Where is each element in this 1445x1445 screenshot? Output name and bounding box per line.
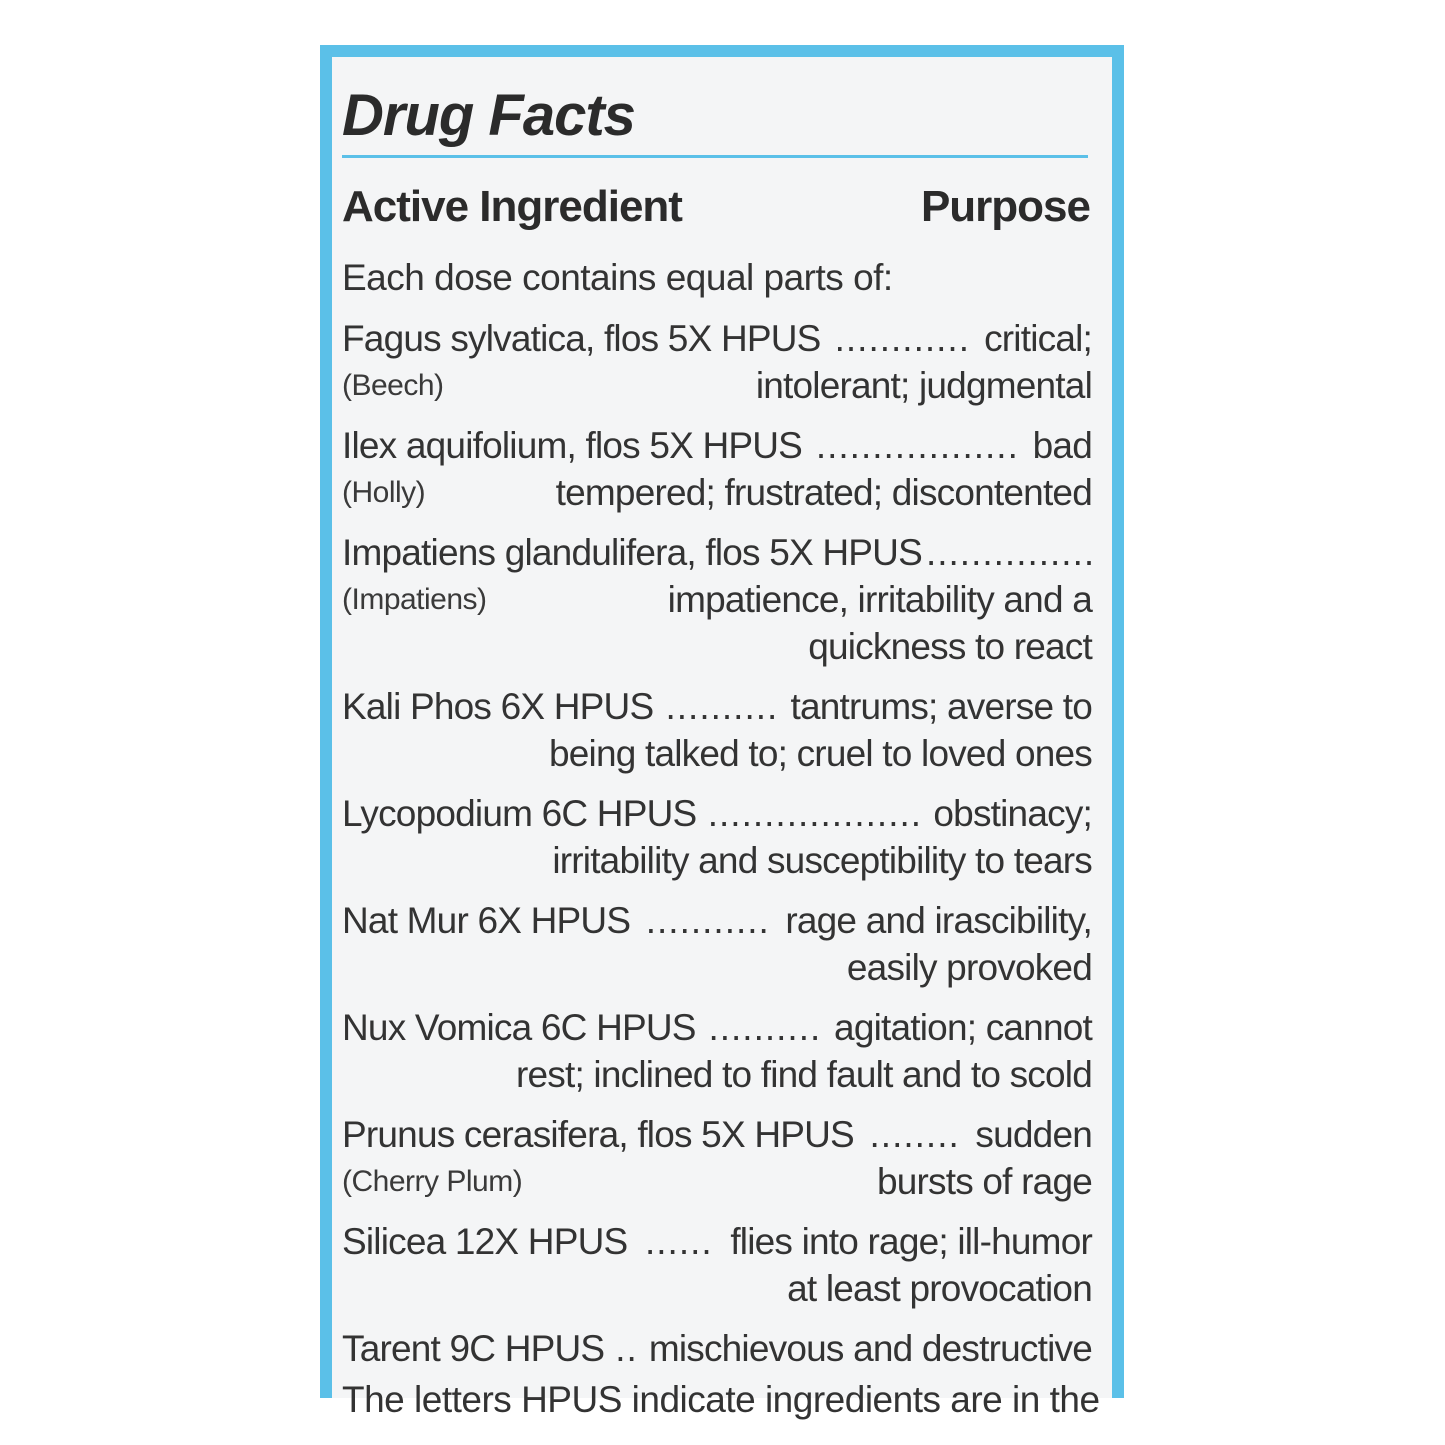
ingredient-line [342,790,1092,837]
drug-facts-panel [320,45,1124,1420]
drug-facts-inner [332,57,1112,1420]
purpose-continuation: bursts of rage [876,1161,1092,1202]
ingredient-line [342,683,1092,730]
common-name: (Beech) [342,369,444,402]
ingredient-line [342,422,1092,469]
purpose-continuation-line [342,469,1092,516]
ingredient-line [342,897,1092,944]
common-name: (Cherry Plum) [342,1165,523,1198]
ingredient-entry [342,897,1092,991]
ingredient-entry [342,422,1092,516]
intro-text: Each dose contains equal parts of: [342,257,893,298]
leader-dots: .. [615,1328,638,1369]
leader-dots: .................. [815,425,1019,466]
active-ingredient-header: Active Ingredient [342,182,682,231]
ingredient-line [342,315,1092,362]
purpose-continuation: rest; inclined to find fault and to scold [515,1054,1092,1095]
ingredient-line [342,1004,1092,1051]
ingredient-list [342,315,1096,1385]
purpose-continuation-line [342,362,1092,409]
ingredient-entry [342,315,1092,409]
ingredient-entry [342,683,1092,777]
purpose-continuation-line [342,623,1092,670]
purpose-text: sudden [975,1114,1092,1155]
purpose-text: tantrums; averse to [790,686,1092,727]
leader-dots: ................... [707,793,923,834]
purpose-continuation: intolerant; judgmental [755,365,1092,406]
ingredient-line [342,1325,1092,1372]
ingredient-entry [342,1004,1092,1098]
purpose-continuation-line [342,576,1092,623]
purpose-text: bad [1032,425,1092,466]
leader-dots: ...... [645,1221,713,1262]
ingredient-line [342,1111,1092,1158]
common-name: (Holly) [342,476,426,509]
leader-dots: ........ [869,1114,960,1155]
purpose-header: Purpose [920,182,1090,231]
purpose-continuation: being talked to; cruel to loved ones [548,733,1092,774]
purpose-continuation: at least provocation [787,1268,1092,1309]
ingredient-name: Fagus sylvatica, flos 5X HPUS [342,318,821,359]
purpose-continuation: easily provoked [846,947,1092,988]
leader-dots: .......... [665,686,779,727]
ingredient-entry [342,1218,1092,1312]
ingredient-name: Ilex aquifolium, flos 5X HPUS [342,425,803,466]
purpose-continuation-line [342,730,1092,777]
ingredient-entry [342,1111,1092,1205]
ingredient-name: Kali Phos 6X HPUS [342,686,654,727]
common-name: (Impatiens) [342,583,487,616]
ingredient-name: Nux Vomica 6C HPUS [342,1007,696,1048]
ingredient-line [342,1218,1092,1265]
purpose-continuation-line [342,1265,1092,1312]
ingredient-entry [342,529,1096,670]
purpose-continuation: impatience, irritability and a [667,579,1092,620]
title-divider [342,155,1088,158]
purpose-continuation: irritability and susceptibility to tears [552,840,1092,881]
leader-dots: ........... [645,900,770,941]
ingredient-entry [342,790,1092,884]
ingredient-name: Prunus cerasifera, flos 5X HPUS [342,1114,854,1155]
purpose-text: flies into rage; ill-humor [730,1221,1092,1262]
purpose-text: agitation; cannot [834,1007,1092,1048]
ingredient-line [342,529,1096,576]
ingredient-name: Tarent 9C HPUS [342,1328,605,1369]
purpose-text: mischievous and destructive [648,1328,1092,1369]
drug-facts-title: Drug Facts [342,83,635,148]
ingredient-name: Impatiens glandulifera, flos 5X HPUS [342,532,922,573]
purpose-text: critical; [984,318,1092,359]
purpose-continuation-line [342,944,1092,991]
purpose-text: obstinacy; [933,793,1092,834]
ingredient-name: Silicea 12X HPUS [342,1221,628,1262]
leader-dots: ............... [925,532,1096,573]
purpose-continuation-line [342,1158,1092,1205]
ingredient-name: Lycopodium 6C HPUS [342,793,697,834]
purpose-continuation-line [342,1051,1092,1098]
purpose-text: rage and irascibility, [785,900,1092,941]
purpose-continuation: quickness to react [808,626,1092,667]
cutoff-text: The letters HPUS indicate ingredients are in the [342,1379,1100,1420]
leader-dots: ............ [834,318,970,359]
leader-dots: .......... [708,1007,822,1048]
ingredient-entry [342,1325,1092,1372]
purpose-continuation-line [342,837,1092,884]
purpose-continuation: tempered; frustrated; discontented [555,472,1092,513]
ingredient-name: Nat Mur 6X HPUS [342,900,631,941]
